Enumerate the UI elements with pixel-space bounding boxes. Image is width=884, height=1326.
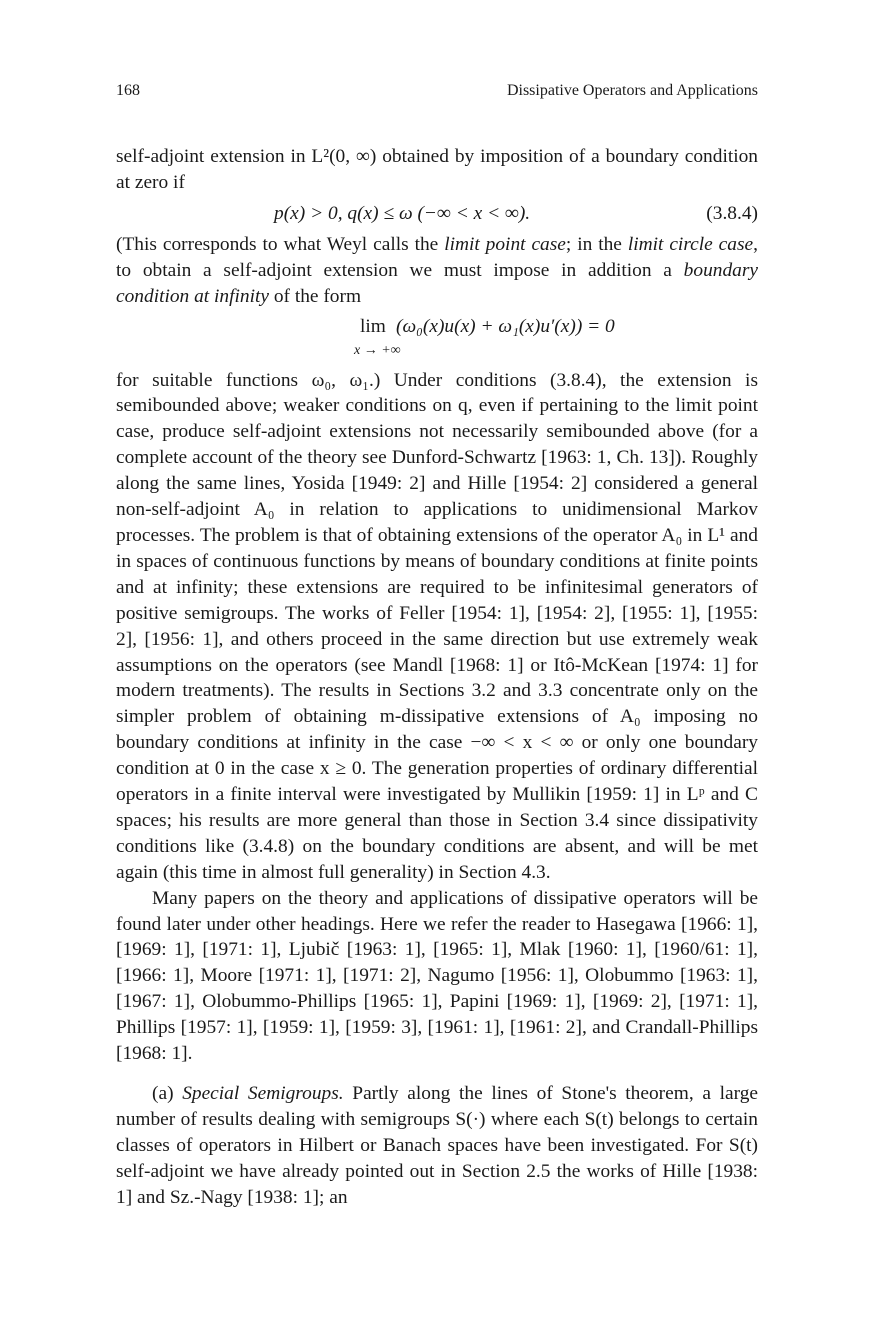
text-run: (This corresponds to what Weyl calls the: [116, 233, 445, 255]
limit-expression: (ω₀(x)u(x) + ω₁(x)u′(x)) = 0: [396, 315, 615, 337]
equation-3-8-4: [116, 196, 758, 232]
page-body: [116, 144, 758, 1211]
section-heading-special-semigroups: Special Semigroups.: [182, 1083, 344, 1104]
text-run: Partly along the lines of Stone's theorem, a large number of results dealing with semigroups S(·) where each S(t) belongs to certain classes of operators in Hilbert or Banach spaces have been investigated. For S(t) self-adjoint we have already pointed out in Section 2.5 the works of Hille [1938: 1] and Sz.-Nagy [1938: 1]; an: [116, 1083, 758, 1208]
equation-tag: (3.8.4): [706, 202, 758, 224]
text-run: of the form: [268, 285, 362, 307]
paragraph-3: for suitable functions ω₀, ω₁.) Under conditions (3.8.4), the extension is semibounded above; weaker conditions on q, even if pertaining to the limit point case, produce self-adjoint extensions not necessarily semibounded above (for a complete account of the theory see Dunford-Schwartz [1963: 1, Ch. 13]). Roughly along the same lines, Yosida [1949: 2] and Hille [1954: 2] considered a general non-self-adjoint A₀ in relation to applications to unidimensional Markov processes. The problem is that of obtaining extensions of the operator A₀ in L¹ and in spaces of continuous functions by means of boundary conditions at finite points and at infinity; these extensions are required to be infinitesimal generators of positive semigroups. The works of Feller [1954: 1], [1954: 2], [1955: 1], [1955: 2], [1956: 1], and others proceed in the same direction but use extremely weak assumptions on the operators (see Mandl [1968: 1] or Itô-McKean [1974: 1] for modern treatments). The results in Sections 3.2 and 3.3 concentrate only on the simpler problem of obtaining m-dissipative extensions of A₀ imposing no boundary conditions at infinity in the case −∞ < x < ∞ or only one boundary condition at 0 in the case x ≥ 0. The generation properties of ordinary differential operators in a finite interval were investigated by Mullikin [1959: 1] in Lᵖ and C spaces; his results are more general than those in Section 3.4 since dissipativity conditions like (3.4.8) on the boundary conditions are absent, and will be met again (this time in almost full generality) in Section 4.3.: [116, 369, 758, 883]
term-boundary-condition-at-infinity: boundary condition at infinity: [116, 259, 758, 307]
running-title: Dissipative Operators and Applications: [506, 82, 758, 99]
text-run: ; in the: [565, 233, 628, 255]
paragraph-4: Many papers on the theory and applications of dissipative operators will be found later under other headings. Here we refer the reader to Hasegawa [1966: 1], [1969: 1], [1971: 1], Ljubič [1963: 1], [1965: 1], Mlak [1960: 1], [1960/61: 1], [1966: 1], Moore [1971: 1], [1971: 2], Nagumo [1956: 1], Olobummo [1963: 1], [1967: 1], Olobummo-Phillips [1965: 1], Papini [1969: 1], [1969: 2], [1971: 1], Phillips [1957: 1], [1959: 1], [1959: 3], [1961: 1], [1961: 2], and Crandall-Phillips [1968: 1].: [116, 887, 758, 1065]
section-label: (a): [152, 1083, 183, 1104]
page-number: 168: [116, 82, 140, 99]
equation-content: p(x) > 0, q(x) ≤ ω (−∞ < x < ∞).: [274, 202, 531, 224]
paragraph-gap: [116, 1067, 758, 1081]
paragraph-2: [116, 232, 758, 310]
paragraph-1: self-adjoint extension in L²(0, ∞) obtained by imposition of a boundary condition at zero if: [116, 146, 758, 193]
running-header: [116, 82, 758, 108]
limit-equation: [116, 312, 758, 368]
term-limit-circle-case: limit circle case: [627, 233, 754, 255]
text-run: , to obtain a self-adjoint extension we must impose in addition a: [116, 233, 758, 281]
limit-operator: lim: [360, 315, 386, 337]
term-limit-point-case: limit point case: [444, 233, 566, 255]
paragraph-5: [116, 1081, 758, 1211]
limit-subscript: x → +∞: [354, 342, 401, 358]
